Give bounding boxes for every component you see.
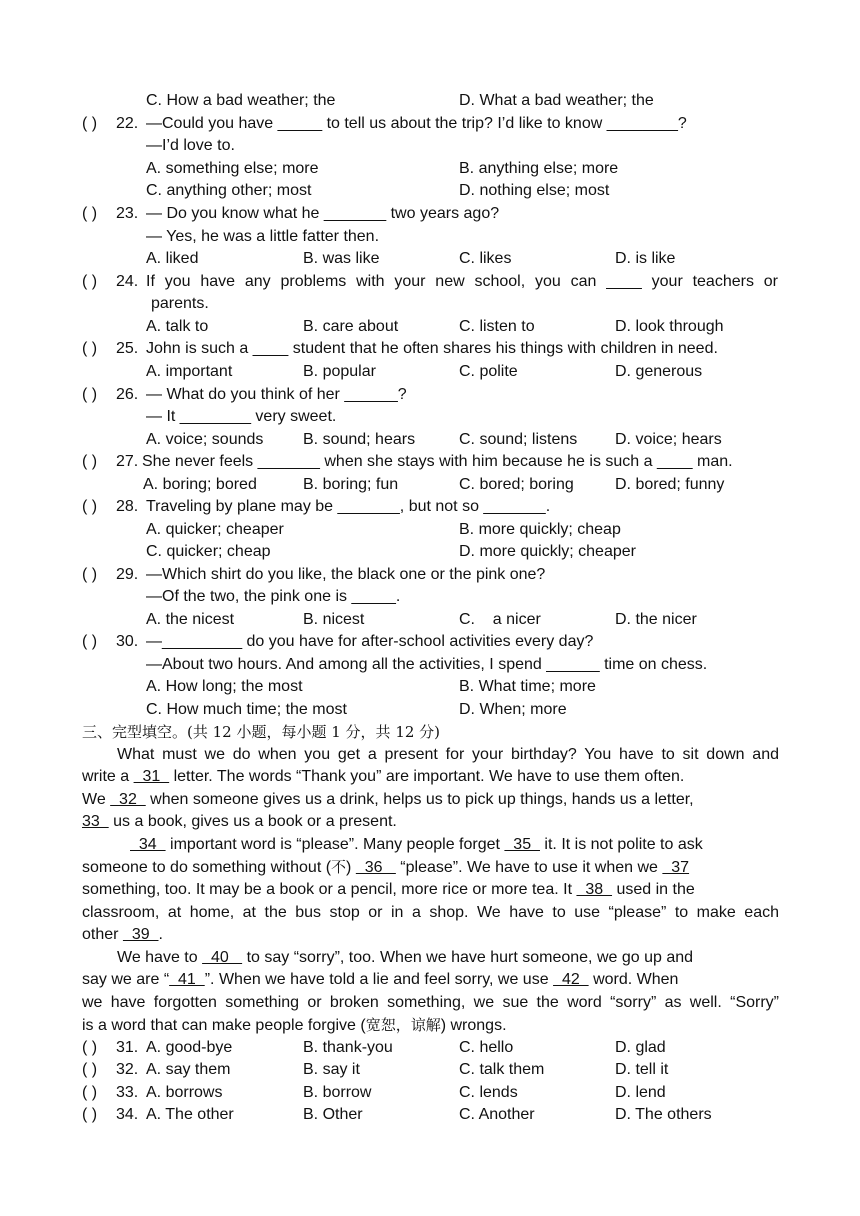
question-number: 23. <box>116 205 139 222</box>
passage-text: classroom, at home, at the bus stop or in a shop. We have to use “please” to make each <box>82 904 779 921</box>
question-stem-2: —Of the two, the pink one is _____. <box>146 588 401 605</box>
option-a: A. The other <box>146 1106 234 1123</box>
passage-text: 34 important word is “please”. Many people forget 35 it. It is not polite to ask <box>130 836 703 853</box>
q21-option-d: D. What a bad weather; the <box>459 92 654 109</box>
option-a: A. How long; the most <box>146 678 303 695</box>
option-d: D. glad <box>615 1039 666 1056</box>
option-a: A. talk to <box>146 318 209 335</box>
option-b: B. anything else; more <box>459 160 619 177</box>
blank-31: 31 <box>133 768 170 785</box>
passage-text: other 39 . <box>82 926 163 943</box>
option-c: C. likes <box>459 250 512 267</box>
answer-paren: ( ) <box>82 1039 98 1056</box>
passage-text: We 32 when someone gives us a drink, helps us to pick up things, hands us a letter, <box>82 791 694 808</box>
q26-stem-row <box>0 384 860 406</box>
answer-paren: ( ) <box>82 1084 98 1101</box>
answer-paren: ( ) <box>82 386 98 403</box>
option-c: C. Another <box>459 1106 535 1123</box>
option-c: C. sound; listens <box>459 431 578 448</box>
option-a: A. boring; bored <box>143 476 257 493</box>
q22-stem-row-2 <box>0 135 860 157</box>
passage-text: write a 31 letter. The words “Thank you” are important. We have to use them often. <box>82 768 685 785</box>
q29-stem-row-2 <box>0 586 860 608</box>
answer-paren: ( ) <box>82 205 98 222</box>
q30-options-row-1 <box>0 676 860 698</box>
question-number: 32. <box>116 1061 139 1078</box>
passage-p3-line-4 <box>0 1014 860 1036</box>
passage-p3-line-2 <box>0 969 860 991</box>
q34-row <box>0 1104 860 1126</box>
q25-options-row <box>0 361 860 383</box>
option-c: C. listen to <box>459 318 535 335</box>
question-stem-2: — It ________ very sweet. <box>146 408 337 425</box>
option-d: D. look through <box>615 318 724 335</box>
blank-42: 42 <box>553 971 589 988</box>
q27-stem-row <box>0 451 860 473</box>
passage-p1-line-1 <box>0 744 860 766</box>
passage-p3-line-1 <box>0 947 860 969</box>
answer-paren: ( ) <box>82 498 98 515</box>
question-stem: John is such a ____ student that he often shares his things with children in need. <box>146 340 718 357</box>
passage-text: say we are “ 41 ”. When we have told a lie and feel sorry, we use 42 word. When <box>82 971 679 988</box>
option-d: D. The others <box>615 1106 712 1123</box>
q30-stem-row <box>0 631 860 653</box>
passage-p2-line-1 <box>0 834 860 856</box>
passage-text: What must we do when you get a present for your birthday? You have to sit down and <box>117 746 779 763</box>
section-heading <box>0 721 860 743</box>
q23-stem-row-2 <box>0 226 860 248</box>
question-number: 28. <box>116 498 139 515</box>
option-b: B. popular <box>303 363 376 380</box>
option-c: C. bored; boring <box>459 476 574 493</box>
passage-text: We have to 40 to say “sorry”, too. When we have hurt someone, we go up and <box>117 949 694 966</box>
option-c: C. talk them <box>459 1061 545 1078</box>
option-b: B. say it <box>303 1061 360 1078</box>
q28-options-row-2 <box>0 541 860 563</box>
question-number: 24. <box>116 273 139 290</box>
q24-stem-row-2 <box>0 293 860 315</box>
option-b: B. thank-you <box>303 1039 393 1056</box>
question-stem-2: —I’d love to. <box>146 137 235 154</box>
q27-options-row <box>0 474 860 496</box>
q29-stem-row <box>0 564 860 586</box>
blank-41: 41 <box>169 971 205 988</box>
blank-33: 33 <box>82 813 109 830</box>
option-b: B. care about <box>303 318 399 335</box>
passage-p2-line-5 <box>0 924 860 946</box>
option-c: C. How much time; the most <box>146 701 347 718</box>
option-b: B. nicest <box>303 611 365 628</box>
q33-row <box>0 1082 860 1104</box>
q22-stem-row <box>0 113 860 135</box>
blank-39: 39 <box>122 926 159 943</box>
q28-options-row-1 <box>0 519 860 541</box>
answer-paren: ( ) <box>82 453 98 470</box>
question-stem: If you have any problems with your new school, you can ____ your teachers or <box>146 273 778 290</box>
q23-stem-row <box>0 203 860 225</box>
answer-paren: ( ) <box>82 115 98 132</box>
option-a: A. good-bye <box>146 1039 233 1056</box>
option-d: D. the nicer <box>615 611 697 628</box>
option-d: D. more quickly; cheaper <box>459 543 636 560</box>
passage-p2-line-2 <box>0 856 860 878</box>
blank-32: 32 <box>110 791 146 808</box>
option-d: D. bored; funny <box>615 476 725 493</box>
option-c: C. lends <box>459 1084 518 1101</box>
option-d: D. tell it <box>615 1061 669 1078</box>
option-a: A. the nicest <box>146 611 235 628</box>
option-a: A. voice; sounds <box>146 431 264 448</box>
blank-34: 34 <box>130 836 166 853</box>
passage-text: someone to do something without (不) 36 “please”. We have to use it when we 37 <box>82 858 690 876</box>
passage-text: is a word that can make people forgive (宽恕，谅解) wrongs. <box>82 1016 507 1034</box>
q26-stem-row-2 <box>0 406 860 428</box>
passage-text: something, too. It may be a book or a pencil, more rice or more tea. It 38 used in the <box>82 881 695 898</box>
question-number: 22. <box>116 115 139 132</box>
question-number: 31. <box>116 1039 139 1056</box>
answer-paren: ( ) <box>82 1061 98 1078</box>
option-b: B. more quickly; cheap <box>459 521 621 538</box>
question-number: 26. <box>116 386 139 403</box>
blank-36: 36 <box>355 859 396 876</box>
section-title: 三、完型填空。(共 12 小题，每小题 1 分，共 12 分) <box>82 723 441 741</box>
q31-row <box>0 1037 860 1059</box>
answer-paren: ( ) <box>82 1106 98 1123</box>
blank-37: 37 <box>662 859 690 876</box>
q22-options-row-1 <box>0 158 860 180</box>
blank-38: 38 <box>576 881 613 898</box>
answer-paren: ( ) <box>82 633 98 650</box>
q25-stem-row <box>0 338 860 360</box>
q24-stem-row <box>0 271 860 293</box>
option-b: B. was like <box>303 250 380 267</box>
q24-options-row <box>0 316 860 338</box>
q23-options-row <box>0 248 860 270</box>
q22-options-row-2 <box>0 180 860 202</box>
q26-options-row <box>0 429 860 451</box>
passage-text: we have forgotten something or broken something, we sue the word “sorry” as well. “Sorry” <box>82 994 779 1011</box>
option-c: C. hello <box>459 1039 514 1056</box>
q21-options-row <box>0 90 860 112</box>
answer-paren: ( ) <box>82 273 98 290</box>
option-b: B. What time; more <box>459 678 596 695</box>
q32-row <box>0 1059 860 1081</box>
option-c: C. quicker; cheap <box>146 543 271 560</box>
question-stem-2: — Yes, he was a little fatter then. <box>146 228 380 245</box>
option-d: D. voice; hears <box>615 431 722 448</box>
question-number: 29. <box>116 566 139 583</box>
option-a: A. liked <box>146 250 199 267</box>
option-b: B. boring; fun <box>303 476 399 493</box>
question-stem: —_________ do you have for after-school activities every day? <box>146 633 594 650</box>
option-a: A. something else; more <box>146 160 319 177</box>
q28-stem-row <box>0 496 860 518</box>
question-stem: — What do you think of her ______? <box>146 386 407 403</box>
question-number: 25. <box>116 340 139 357</box>
option-d: D. When; more <box>459 701 567 718</box>
option-b: B. sound; hears <box>303 431 416 448</box>
question-stem: —Which shirt do you like, the black one or the pink one? <box>146 566 546 583</box>
option-a: A. say them <box>146 1061 231 1078</box>
question-stem: Traveling by plane may be _______, but not so _______. <box>146 498 551 515</box>
blank-40: 40 <box>202 949 243 966</box>
question-stem-2: —About two hours. And among all the activities, I spend ______ time on chess. <box>146 656 708 673</box>
q21-option-c: C. How a bad weather; the <box>146 92 336 109</box>
option-b: B. borrow <box>303 1084 372 1101</box>
option-d: D. nothing else; most <box>459 182 610 199</box>
passage-p2-line-4 <box>0 902 860 924</box>
question-number: 27. <box>116 453 139 470</box>
passage-p3-line-3 <box>0 992 860 1014</box>
option-b: B. Other <box>303 1106 363 1123</box>
question-number: 33. <box>116 1084 139 1101</box>
passage-p1-line-2 <box>0 766 860 788</box>
option-c: C. polite <box>459 363 518 380</box>
question-stem-2: parents. <box>151 295 209 312</box>
passage-p2-line-3 <box>0 879 860 901</box>
answer-paren: ( ) <box>82 566 98 583</box>
option-c: C. a nicer <box>459 611 541 628</box>
option-d: D. generous <box>615 363 703 380</box>
question-stem: —Could you have _____ to tell us about the trip? I’d like to know ________? <box>146 115 687 132</box>
passage-p1-line-4 <box>0 811 860 833</box>
option-a: A. important <box>146 363 233 380</box>
passage-text: 33 us a book, gives us a book or a present. <box>82 813 397 830</box>
q30-stem-row-2 <box>0 654 860 676</box>
question-stem: She never feels _______ when she stays with him because he is such a ____ man. <box>142 453 733 470</box>
question-number: 34. <box>116 1106 139 1123</box>
question-stem: — Do you know what he _______ two years ago? <box>146 205 500 222</box>
question-number: 30. <box>116 633 139 650</box>
option-a: A. borrows <box>146 1084 223 1101</box>
answer-paren: ( ) <box>82 340 98 357</box>
option-d: D. is like <box>615 250 676 267</box>
q30-options-row-2 <box>0 699 860 721</box>
q29-options-row <box>0 609 860 631</box>
option-a: A. quicker; cheaper <box>146 521 284 538</box>
blank-35: 35 <box>504 836 540 853</box>
passage-p1-line-3 <box>0 789 860 811</box>
option-d: D. lend <box>615 1084 666 1101</box>
option-c: C. anything other; most <box>146 182 312 199</box>
